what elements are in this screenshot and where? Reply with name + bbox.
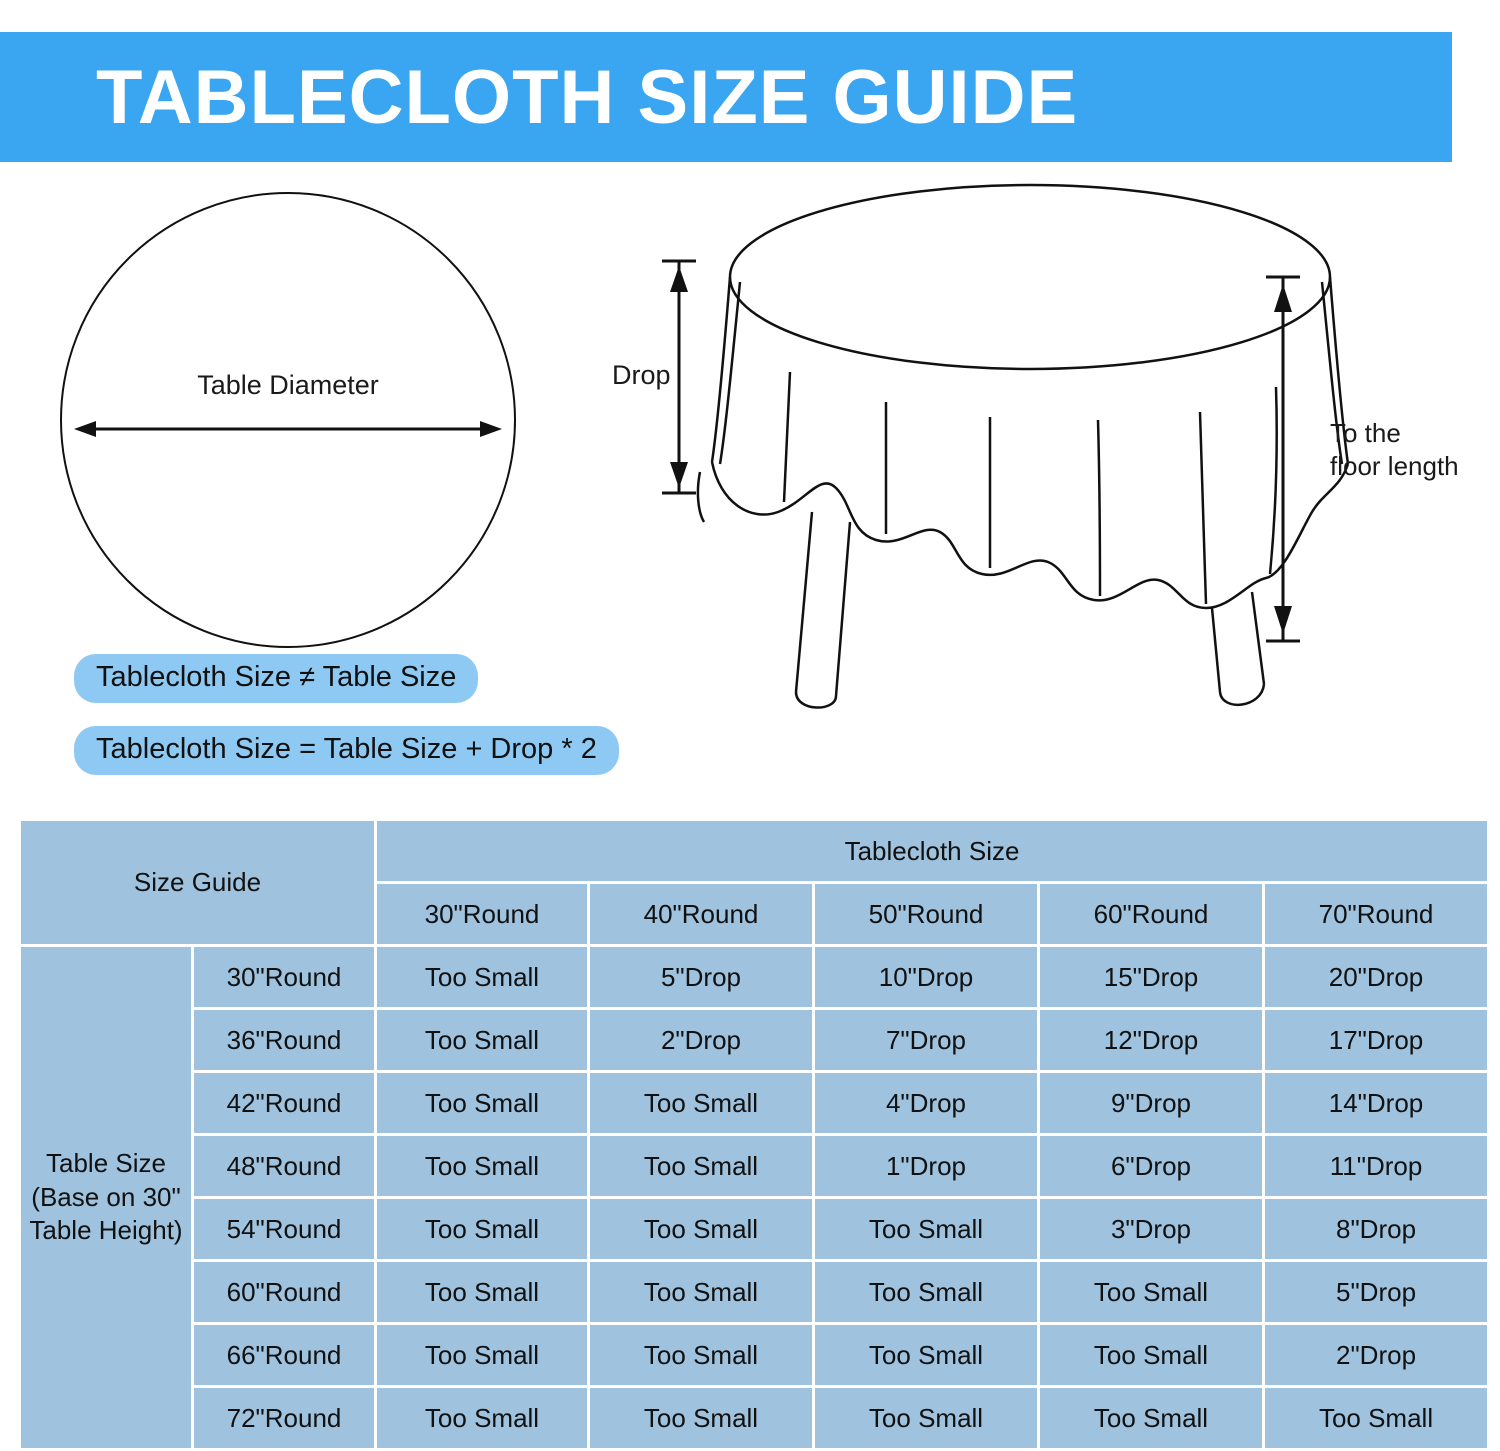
- table-row: [21, 1136, 1487, 1196]
- table-row: [21, 1073, 1487, 1133]
- cell-r7-c0: Too Small: [377, 1388, 587, 1448]
- cell-r3-c0: Too Small: [377, 1136, 587, 1196]
- cell-r5-c1: Too Small: [590, 1262, 812, 1322]
- table-row: [21, 947, 1487, 1007]
- cell-r2-c0: Too Small: [377, 1073, 587, 1133]
- cell-r3-c3: 6"Drop: [1040, 1136, 1262, 1196]
- table-row: [21, 1262, 1487, 1322]
- cell-r6-c4: 2"Drop: [1265, 1325, 1487, 1385]
- cell-r3-c1: Too Small: [590, 1136, 812, 1196]
- cell-r0-c3: 15"Drop: [1040, 947, 1262, 1007]
- cell-r1-c4: 17"Drop: [1265, 1010, 1487, 1070]
- cell-r6-c1: Too Small: [590, 1325, 812, 1385]
- column-header-60-round: 60"Round: [1040, 884, 1262, 944]
- cell-r6-c3: Too Small: [1040, 1325, 1262, 1385]
- column-header-50-round: 50"Round: [815, 884, 1037, 944]
- row-header-36-round: 36"Round: [194, 1010, 374, 1070]
- table-size-side-label: [21, 947, 191, 1448]
- floor-length-measure-arrow-icon: [1266, 274, 1300, 644]
- diagram-area: [0, 162, 1500, 802]
- table-row: [21, 1388, 1487, 1448]
- cell-r7-c2: Too Small: [815, 1388, 1037, 1448]
- cell-r3-c2: 1"Drop: [815, 1136, 1037, 1196]
- cell-r4-c4: 8"Drop: [1265, 1199, 1487, 1259]
- table-row: [21, 1325, 1487, 1385]
- cell-r7-c4: Too Small: [1265, 1388, 1487, 1448]
- cell-r0-c1: 5"Drop: [590, 947, 812, 1007]
- cell-r1-c1: 2"Drop: [590, 1010, 812, 1070]
- cell-r0-c2: 10"Drop: [815, 947, 1037, 1007]
- cell-r2-c2: 4"Drop: [815, 1073, 1037, 1133]
- note-pill-inequality: Tablecloth Size ≠ Table Size: [74, 654, 478, 703]
- floor-length-label-line1: To the: [1330, 418, 1401, 448]
- row-header-66-round: 66"Round: [194, 1325, 374, 1385]
- cell-r3-c4: 11"Drop: [1265, 1136, 1487, 1196]
- diameter-double-arrow-icon: [74, 420, 502, 438]
- floor-length-label-line2: floor length: [1330, 450, 1459, 481]
- cell-r4-c3: 3"Drop: [1040, 1199, 1262, 1259]
- row-header-30-round: 30"Round: [194, 947, 374, 1007]
- column-header-30-round: 30"Round: [377, 884, 587, 944]
- side-label-line2: (Base on 30": [31, 1181, 181, 1212]
- cell-r1-c2: 7"Drop: [815, 1010, 1037, 1070]
- table-header-row-top: [21, 821, 1487, 881]
- cell-r2-c1: Too Small: [590, 1073, 812, 1133]
- cell-r4-c0: Too Small: [377, 1199, 587, 1259]
- cell-r7-c3: Too Small: [1040, 1388, 1262, 1448]
- row-header-60-round: 60"Round: [194, 1262, 374, 1322]
- drop-label: Drop: [612, 360, 671, 390]
- cell-r6-c2: Too Small: [815, 1325, 1037, 1385]
- cell-r5-c0: Too Small: [377, 1262, 587, 1322]
- size-guide-table: [18, 818, 1490, 1451]
- page-header-banner: [0, 32, 1452, 162]
- cell-r2-c3: 9"Drop: [1040, 1073, 1262, 1133]
- column-header-40-round: 40"Round: [590, 884, 812, 944]
- table-row: [21, 1010, 1487, 1070]
- note-pill-formula: Tablecloth Size = Table Size + Drop * 2: [74, 726, 619, 775]
- cell-r4-c2: Too Small: [815, 1199, 1037, 1259]
- side-label-line1: Table Size: [46, 1147, 166, 1178]
- cell-r4-c1: Too Small: [590, 1199, 812, 1259]
- page-title: TABLECLOTH SIZE GUIDE: [96, 54, 1079, 140]
- cell-r5-c4: 5"Drop: [1265, 1262, 1487, 1322]
- cell-r2-c4: 14"Drop: [1265, 1073, 1487, 1133]
- column-header-70-round: 70"Round: [1265, 884, 1487, 944]
- cell-r1-c3: 12"Drop: [1040, 1010, 1262, 1070]
- cell-r7-c1: Too Small: [590, 1388, 812, 1448]
- row-header-48-round: 48"Round: [194, 1136, 374, 1196]
- tablecloth-size-header: Tablecloth Size: [377, 821, 1487, 881]
- row-header-54-round: 54"Round: [194, 1199, 374, 1259]
- draped-table-side-view-diagram: [600, 172, 1460, 832]
- table-diameter-label: Table Diameter: [197, 370, 379, 400]
- cell-r5-c3: Too Small: [1040, 1262, 1262, 1322]
- floor-length-label: [1330, 417, 1459, 482]
- size-guide-title: Size Guide: [21, 821, 374, 944]
- side-label-line3: Table Height): [29, 1215, 183, 1246]
- row-header-72-round: 72"Round: [194, 1388, 374, 1448]
- row-header-42-round: 42"Round: [194, 1073, 374, 1133]
- cell-r1-c0: Too Small: [377, 1010, 587, 1070]
- table-top-view-diagram: [60, 192, 520, 652]
- cell-r6-c0: Too Small: [377, 1325, 587, 1385]
- table-row: [21, 1199, 1487, 1259]
- cell-r0-c4: 20"Drop: [1265, 947, 1487, 1007]
- cell-r5-c2: Too Small: [815, 1262, 1037, 1322]
- cell-r0-c0: Too Small: [377, 947, 587, 1007]
